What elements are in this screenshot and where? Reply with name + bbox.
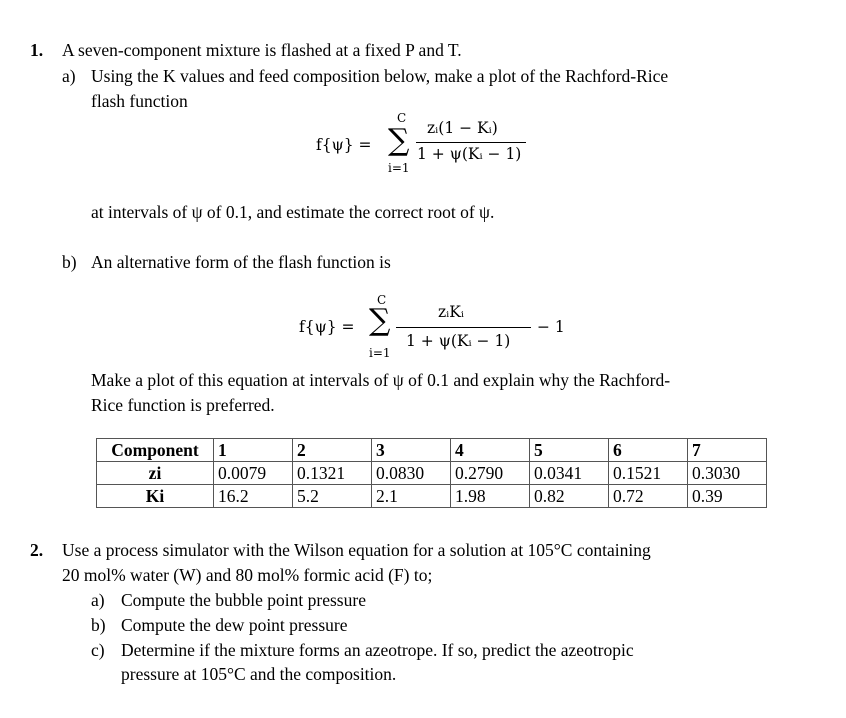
component-2: 2 [293, 439, 372, 462]
q2-line1: Use a process simulator with the Wilson equation for a solution at 105°C containing [62, 540, 651, 560]
zi-value: 0.1321 [293, 462, 372, 485]
zi-value: 0.0341 [530, 462, 609, 485]
ki-value: 0.39 [688, 485, 767, 508]
eq1-lower: i=1 [388, 161, 410, 175]
component-3: 3 [372, 439, 451, 462]
q1b-after-line1: Make a plot of this equation at intervals of ψ of 0.1 and explain why the Rachford- [91, 370, 671, 390]
eq2-lhs: f{ψ} = [299, 318, 355, 336]
table-header-label: Component [97, 439, 214, 462]
eq1-upper: C [397, 111, 407, 125]
table-row [97, 462, 767, 485]
ki-value: 1.98 [451, 485, 530, 508]
eq1-sigma: ∑ [388, 123, 410, 158]
k-values-table [96, 438, 767, 508]
q2a-label: a) [91, 590, 105, 610]
q1a-label: a) [62, 66, 76, 86]
q2c-text: Determine if the mixture forms an azeotrope. If so, predict the azeotropic [121, 640, 634, 660]
table-row [97, 485, 767, 508]
q2a-text: Compute the bubble point pressure [121, 590, 366, 610]
table-header-row [97, 439, 767, 462]
q1a-after: at intervals of ψ of 0.1, and estimate the correct root of ψ. [91, 202, 495, 222]
eq1-numerator: zᵢ(1 − Kᵢ) [427, 119, 498, 137]
component-6: 6 [609, 439, 688, 462]
q1a-line1: Using the K values and feed composition below, make a plot of the Rachford-Rice [91, 66, 669, 86]
eq2-lower: i=1 [369, 346, 391, 360]
component-4: 4 [451, 439, 530, 462]
ki-value: 5.2 [293, 485, 372, 508]
q2c-label: c) [91, 640, 105, 660]
q1-text: A seven-component mixture is flashed at a fixed P and T. [62, 40, 462, 60]
eq2-denominator: 1 + ψ(Kᵢ − 1) [406, 332, 511, 350]
eq2-tail: − 1 [537, 318, 565, 336]
eq2-upper: C [377, 293, 387, 307]
eq2-fraction-bar [396, 327, 531, 328]
q2-line2: 20 mol% water (W) and 80 mol% formic acid (F) to; [62, 565, 433, 585]
eq1-denominator: 1 + ψ(Kᵢ − 1) [417, 145, 522, 163]
eq1-fraction-bar [416, 142, 526, 143]
eq2-numerator: zᵢKᵢ [438, 303, 464, 321]
row-label-ki: Ki [97, 485, 214, 508]
q2c-line2: pressure at 105°C and the composition. [121, 664, 397, 684]
q2b-text: Compute the dew point pressure [121, 615, 348, 635]
component-1: 1 [214, 439, 293, 462]
zi-value: 0.2790 [451, 462, 530, 485]
eq1-lhs: f{ψ} = [316, 136, 372, 154]
component-5: 5 [530, 439, 609, 462]
q1a-line2: flash function [91, 91, 188, 111]
zi-value: 0.0079 [214, 462, 293, 485]
zi-value: 0.1521 [609, 462, 688, 485]
eq2-sigma: ∑ [369, 303, 391, 338]
component-7: 7 [688, 439, 767, 462]
zi-value: 0.0830 [372, 462, 451, 485]
q1b-text: An alternative form of the flash function is [91, 252, 391, 272]
zi-value: 0.3030 [688, 462, 767, 485]
row-label-zi: zi [97, 462, 214, 485]
q2-number: 2. [30, 540, 44, 560]
q1b-label: b) [62, 252, 77, 272]
ki-value: 16.2 [214, 485, 293, 508]
ki-value: 0.82 [530, 485, 609, 508]
ki-value: 0.72 [609, 485, 688, 508]
q2b-label: b) [91, 615, 106, 635]
q1-number: 1. [30, 40, 44, 60]
q1b-after-line2: Rice function is preferred. [91, 395, 275, 415]
ki-value: 2.1 [372, 485, 451, 508]
